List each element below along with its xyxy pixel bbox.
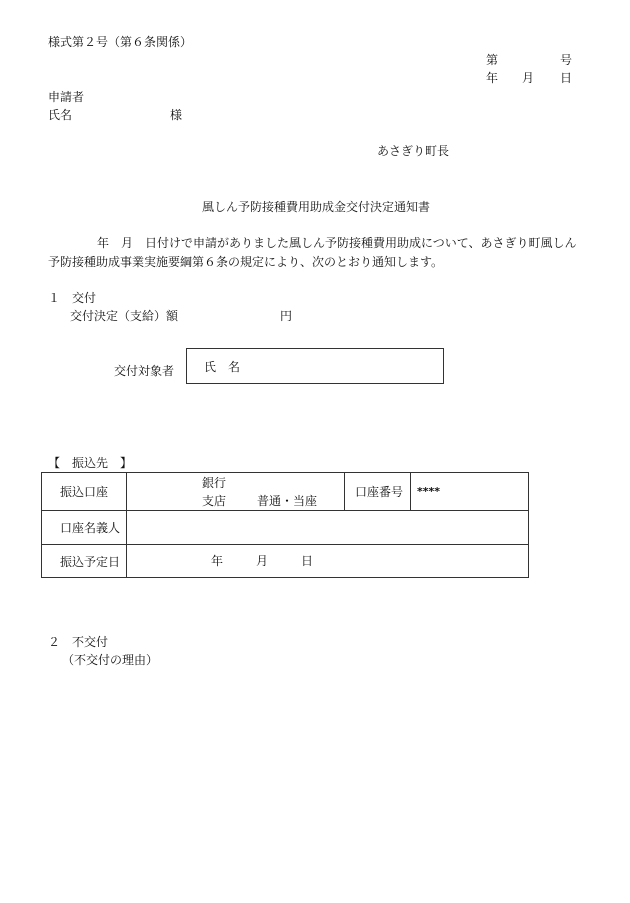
- applicant-sama: 様: [170, 108, 183, 122]
- table-row: [42, 545, 529, 578]
- number-dai: 第: [486, 53, 499, 67]
- scheduled-month: 月: [256, 554, 269, 568]
- transfer-table: [41, 472, 529, 578]
- amount-label: 交付決定（支給）額: [70, 309, 179, 323]
- document-title: 風しん予防接種費用助成金交付決定通知書: [202, 200, 431, 214]
- account-number-value: ****: [411, 473, 529, 511]
- target-name-label: 氏 名: [204, 360, 241, 374]
- amount-yen: 円: [280, 309, 293, 323]
- branch-label: 支店: [202, 494, 227, 508]
- target-name-box: [186, 348, 444, 384]
- scheduled-date-value: [127, 545, 529, 578]
- bank-label: 銀行: [202, 476, 227, 490]
- account-type: 普通・当座: [257, 494, 318, 508]
- section2-heading: ２ 不交付: [48, 635, 109, 649]
- transfer-heading: 【 振込先 】: [48, 456, 133, 470]
- number-go: 号: [560, 53, 573, 67]
- body-line-2: 予防接種助成事業実施要綱第６条の規定により、次のとおり通知します。: [48, 255, 444, 269]
- holder-value: [127, 511, 529, 545]
- date-day: 日: [560, 71, 573, 85]
- holder-label: 口座名義人: [42, 511, 127, 545]
- table-row: [42, 473, 529, 511]
- account-number-label: 口座番号: [345, 473, 411, 511]
- section2-reason: （不交付の理由）: [62, 653, 159, 667]
- applicant-title: 申請者: [48, 90, 85, 104]
- scheduled-day: 日: [301, 554, 314, 568]
- bank-branch-cell: [127, 473, 345, 511]
- date-month: 月: [522, 71, 535, 85]
- issuer: あさぎり町長: [377, 144, 450, 158]
- account-label: 振込口座: [42, 473, 127, 511]
- target-label: 交付対象者: [114, 364, 175, 378]
- table-row: [42, 511, 529, 545]
- section1-heading: １ 交付: [48, 291, 97, 305]
- form-label: 様式第２号（第６条関係）: [48, 35, 193, 49]
- body-line-1: 年 月 日付けで申請がありました風しん予防接種費用助成について、あさぎり町風しん: [97, 236, 577, 250]
- scheduled-date-label: 振込予定日: [42, 545, 127, 578]
- date-year: 年: [486, 71, 499, 85]
- applicant-name-label: 氏名: [48, 108, 73, 122]
- scheduled-year: 年: [211, 554, 224, 568]
